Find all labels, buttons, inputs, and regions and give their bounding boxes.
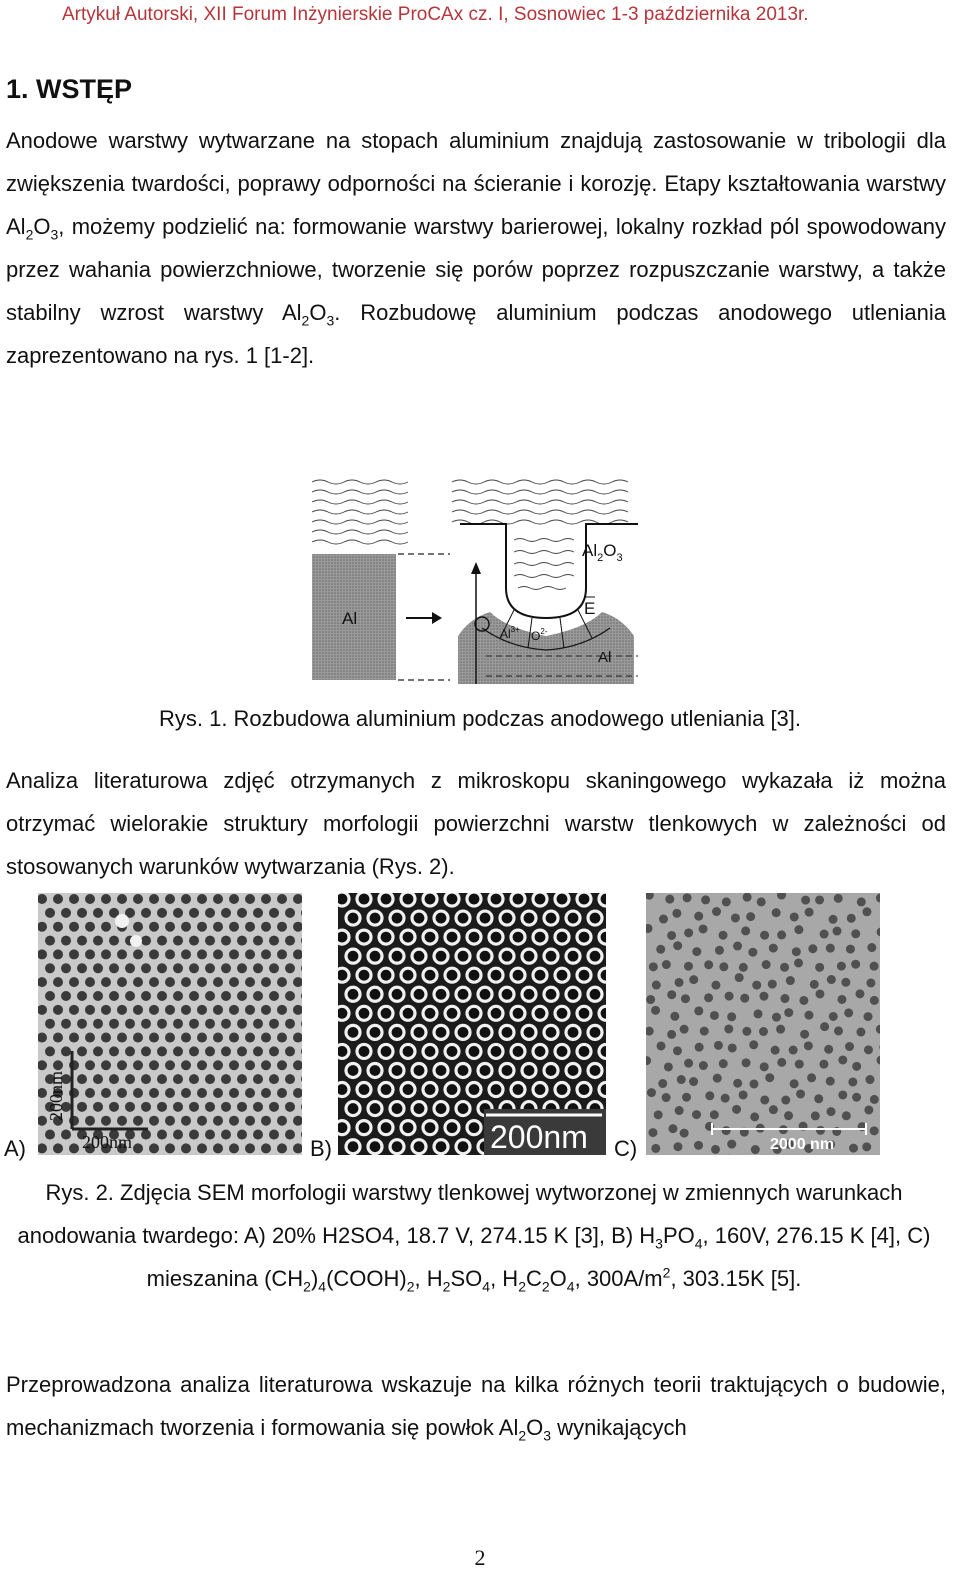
figure-2-caption: Rys. 2. Zdjęcia SEM morfologii warstwy tlenkowej wytworzonej w zmiennych warunkach anodowania twardego: A) 20% H2SO4, 18.7 V, 274.15 K [3], B) $H_3PO_4$, 160V, 276.15 K [4], C) mieszanina $(CH_2)_4(COOH)_2$, $H_2SO_4$, $H_2C_2O_4$, $300A/m^2$, 303.15K [5]. <box>17 1180 931 1295</box>
figure-1-caption: Rys. 1. Rozbudowa aluminium podczas anodowego utleniania [3]. <box>158 706 802 731</box>
aluminium-substrate-right <box>458 612 634 684</box>
sem-image-c <box>646 893 880 1155</box>
label-o-ion: $O^{2-}$ <box>531 627 548 643</box>
scale-label-c: 2000 nm <box>770 1136 835 1153</box>
scale-label-a-horizontal: 200nm <box>82 1132 133 1152</box>
panel-label-a: A) <box>4 1136 26 1161</box>
panel-label-c: C) <box>614 1136 638 1161</box>
growth-arrow-icon <box>471 562 481 574</box>
page-number: 2 <box>474 1545 486 1570</box>
figure-1-diagram <box>310 478 640 684</box>
analysis-paragraph: Analiza literaturowa zdjęć otrzymanych z mikroskopu skaningowego wykazała iż można otrzymać wielorakie struktury morfologii powierzchni warstw tlenkowych w zależności od stosowanych warunków wytwarzania (Rys. 2). <box>6 768 946 879</box>
label-electric-field: E <box>584 599 596 618</box>
label-al-ion: $Al^{3+}$ <box>500 625 520 641</box>
conclusion-paragraph: Przeprowadzona analiza literaturowa wskazuje na kilka różnych teorii traktujących o budowie, mechanizmach tworzenia i formowania się powłok $Al_2O_3$ wynikających <box>6 1372 946 1444</box>
pore-wall <box>460 524 638 618</box>
section-title: 1. WSTĘP <box>6 74 133 104</box>
transition-arrow-icon <box>432 612 442 624</box>
intro-paragraph: Anodowe warstwy wytwarzane na stopach aluminium znajdują zastosowanie w tribologii dla zwiększenia twardości, poprawy odporności na ścieranie i korozję. Etapy kształtowania warstwy $Al_2O_3$, możemy podzielić na: formowanie warstwy barierowej, lokalny rozkład pól spowodowany przez wahania powierzchniowe, tworzenie się porów poprzez rozpuszczanie warstwy, a także stabilny wzrost warstwy $Al_2O_3$. Rozbudowę aluminium podczas anodowego utleniania zaprezentowano na rys. 1 [1-2]. <box>6 128 946 368</box>
label-al2o3: $Al_2O_3$ <box>582 541 623 564</box>
scale-label-b: 200nm <box>490 1119 588 1155</box>
panel-label-b: B) <box>310 1136 332 1161</box>
electrolyte-waves-left <box>312 480 408 544</box>
label-al-left: Al <box>342 609 358 628</box>
scale-label-a-vertical: 200nm <box>46 1070 66 1121</box>
sem-image-a <box>38 893 302 1155</box>
running-header: Artykuł Autorski, XII Forum Inżynierskie ProCAx cz. I, Sosnowiec 1-3 października 2013r. <box>62 4 809 25</box>
label-al-right: Al <box>598 649 612 666</box>
sem-image-b <box>338 893 606 1155</box>
